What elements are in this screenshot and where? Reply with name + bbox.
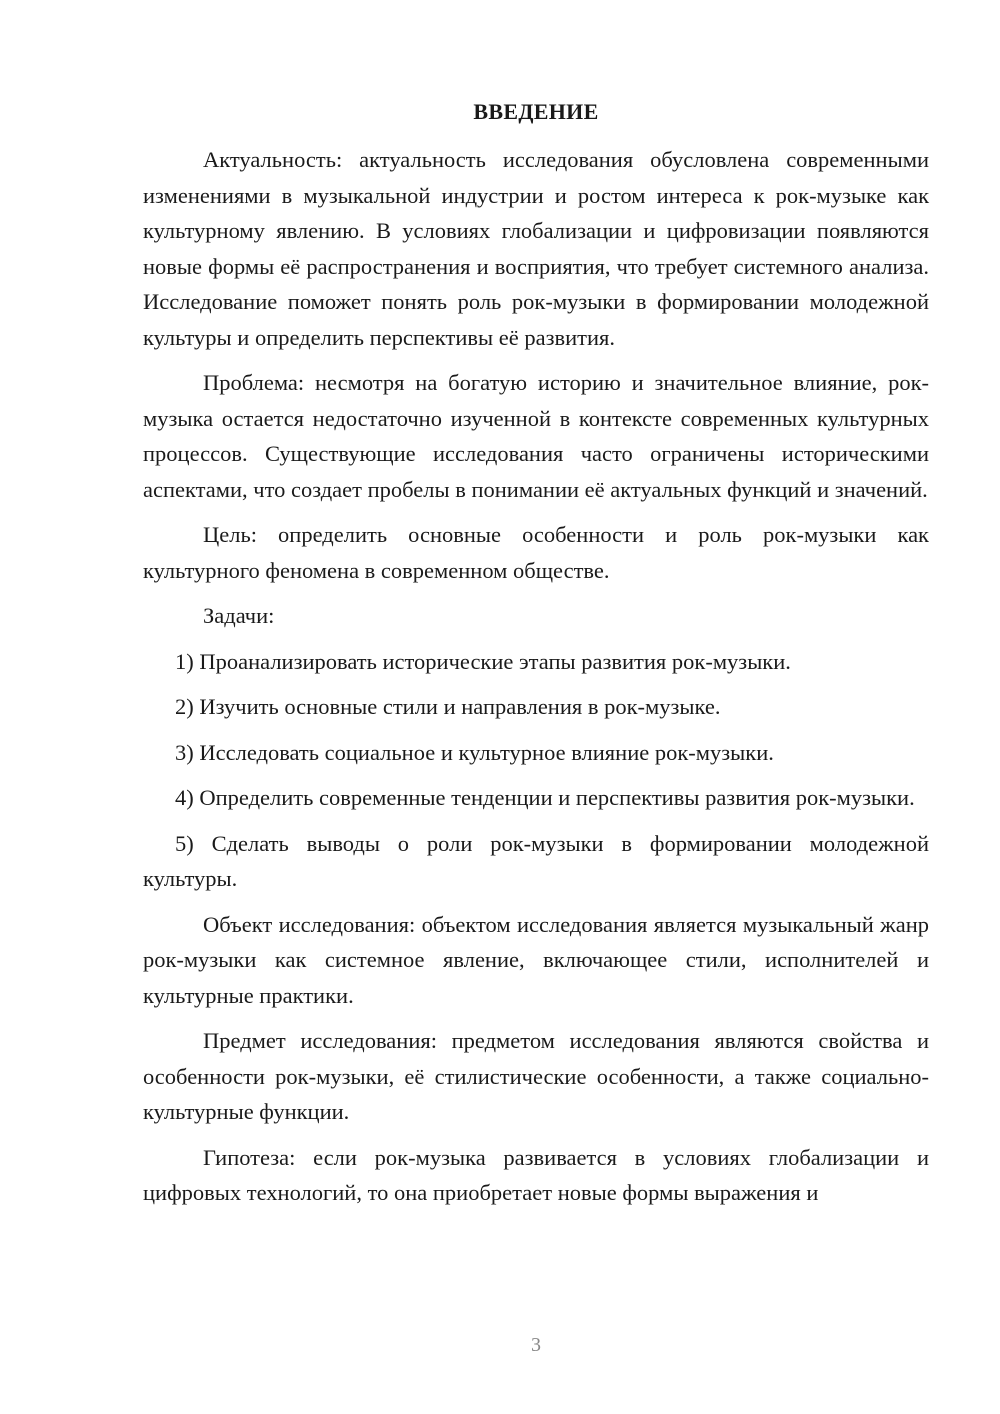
- document-body: [143, 142, 929, 1221]
- paragraph-goal: Цель: определить основные особенности и роль рок-музыки как культурного феномена в современном обществе.: [143, 522, 929, 583]
- task-item: 5) Сделать выводы о роли рок-музыки в формировании молодежной культуры.: [143, 830, 929, 891]
- paragraph-subject: Предмет исследования: предметом исследования являются свойства и особенности рок-музыки, её стилистические особенности, а также социально-культурные функции.: [143, 1028, 929, 1124]
- page-number: 3: [531, 1334, 541, 1356]
- task-item: 1) Проанализировать исторические этапы развития рок-музыки.: [175, 648, 791, 674]
- task-item: 4) Определить современные тенденции и перспективы развития рок-музыки.: [175, 785, 915, 810]
- paragraph-hypothesis: Гипотеза: если рок-музыка развивается в условиях глобализации и цифровых технологий, то она приобретает новые формы выражения и: [143, 1144, 929, 1205]
- document-page: [143, 0, 929, 1414]
- paragraph-problem: Проблема: несмотря на богатую историю и значительное влияние, рок-музыка остается недостаточно изученной в контексте современных культурных процессов. Существующие исследования часто ограничены историческими аспектами, что создает пробелы в понимании её актуальных функций и значений.: [143, 370, 929, 502]
- paragraph-relevance: Актуальность: актуальность исследования обусловлена современными изменениями в музыкальной индустрии и ростом интереса к рок-музыке как культурному явлению. В условиях глобализации и цифровизации появляются новые формы её распространения и восприятия, что требует системного анализа. Исследование поможет понять роль рок-музыки в формировании молодежной культуры и определить перспективы её развития.: [143, 147, 929, 350]
- tasks-heading: Задачи:: [203, 603, 275, 628]
- task-item: 2) Изучить основные стили и направления в рок-музыке.: [175, 694, 721, 719]
- page-title: ВВЕДЕНИЕ: [473, 99, 599, 124]
- paragraph-object: Объект исследования: объектом исследования является музыкальный жанр рок-музыки как системное явление, включающее стили, исполнителей и культурные практики.: [143, 911, 929, 1008]
- task-item: 3) Исследовать социальное и культурное влияние рок-музыки.: [175, 739, 774, 765]
